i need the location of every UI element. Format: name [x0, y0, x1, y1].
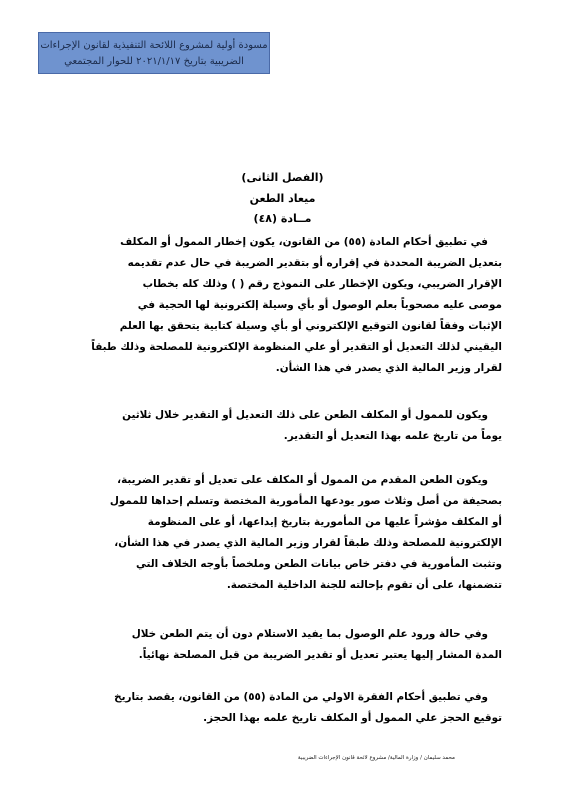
- paragraph-line: أو المكلف مؤشراً عليها من المأمورية بتاريخ إيداعها، أو على المنظومة: [147, 516, 502, 528]
- paragraph-line: في تطبيق أحكام المادة (٥٥) من القانون، يكون إخطار الممول أو المكلف: [120, 236, 488, 248]
- section-title: ميعاد الطعن: [249, 192, 316, 205]
- draft-notice-box: [38, 32, 270, 74]
- paragraph-line: ويكون للممول أو المكلف الطعن على ذلك التعديل أو التقدير خلال ثلاثين: [122, 409, 488, 421]
- paragraph-4: [82, 624, 502, 666]
- paragraph-line: ويكون الطعن المقدم من الممول أو المكلف على تعديل أو تقدير الضريبة،: [117, 474, 488, 486]
- paragraph-line: يوماً من تاريخ علمه بهذا التعديل أو التقدير.: [283, 430, 502, 442]
- paragraph-line: تتضمنها، على أن تقوم بإحالته للجنة الداخلية المختصة.: [226, 579, 502, 591]
- paragraph-line: بتعديل الضريبة المحددة في إقراره أو بتقدير الضريبة في حال عدم تقديمه: [127, 257, 502, 269]
- paragraph-5: [82, 687, 502, 729]
- draft-notice-line-2: الضريبية بتاريخ ٢٠٢١/١/١٧ للحوار المجتمعي: [64, 56, 244, 67]
- page-footer: محمد سليمان / وزارة المالية/ مشروع لائحة قانون الإجراءات الضريبية: [297, 755, 455, 761]
- paragraph-1: [82, 232, 502, 379]
- paragraph-line: لقرار وزير المالية الذي يصدر في هذا الشأن.: [275, 362, 502, 374]
- paragraph-line: اليقيني لذلك التعديل أو التقدير أو علي المنظومة الإلكترونية للمصلحة وذلك طبقاً: [91, 341, 502, 353]
- paragraph-3: [82, 470, 502, 596]
- paragraph-line: المدة المشار إليها يعتبر تعديل أو تقدير الضريبة من قبل المصلحة نهائياً.: [138, 649, 502, 661]
- paragraph-line: بصحيفة من أصل وثلاث صور يودعها المأمورية المختصة وتسلم إحداها للممول: [109, 495, 502, 507]
- draft-notice-line-1: مسودة أولية لمشروع اللائحة التنفيذية لقانون الإجراءات: [40, 40, 268, 51]
- paragraph-line: الإثبات وفقاً لقانون التوقيع الإلكتروني أو بأي وسيلة كتابية يتحقق بها العلم: [119, 320, 502, 332]
- paragraph-2: [82, 405, 502, 447]
- paragraph-line: الإلكترونية للمصلحة وذلك طبقاً لقرار وزير المالية الذي يصدر في هذا الشأن،: [114, 537, 502, 549]
- paragraph-line: وفي تطبيق أحكام الفقرة الاولي من المادة (٥٥) من القانون، يقصد بتاريخ: [114, 691, 488, 703]
- paragraph-line: موصى عليه مصحوباً بعلم الوصول أو بأي وسيلة إلكترونية لها الحجية في: [137, 299, 502, 311]
- paragraph-line: توقيع الحجز علي الممول أو المكلف تاريخ علمه بهذا الحجز.: [203, 712, 502, 724]
- chapter-heading: (الفصل الثانى): [241, 171, 324, 184]
- paragraph-line: وتثبت المأمورية في دفتر خاص بيانات الطعن وملخصاً بأوجه الخلاف التي: [135, 558, 502, 570]
- paragraph-line: الإقرار الضريبي، ويكون الإخطار على النموذج رقم ( ) وذلك كله بخطاب: [142, 278, 502, 290]
- article-number: مــادة (٤٨): [253, 212, 312, 225]
- paragraph-line: وفي حالة ورود علم الوصول بما يفيد الاستلام دون أن يتم الطعن خلال: [131, 628, 488, 640]
